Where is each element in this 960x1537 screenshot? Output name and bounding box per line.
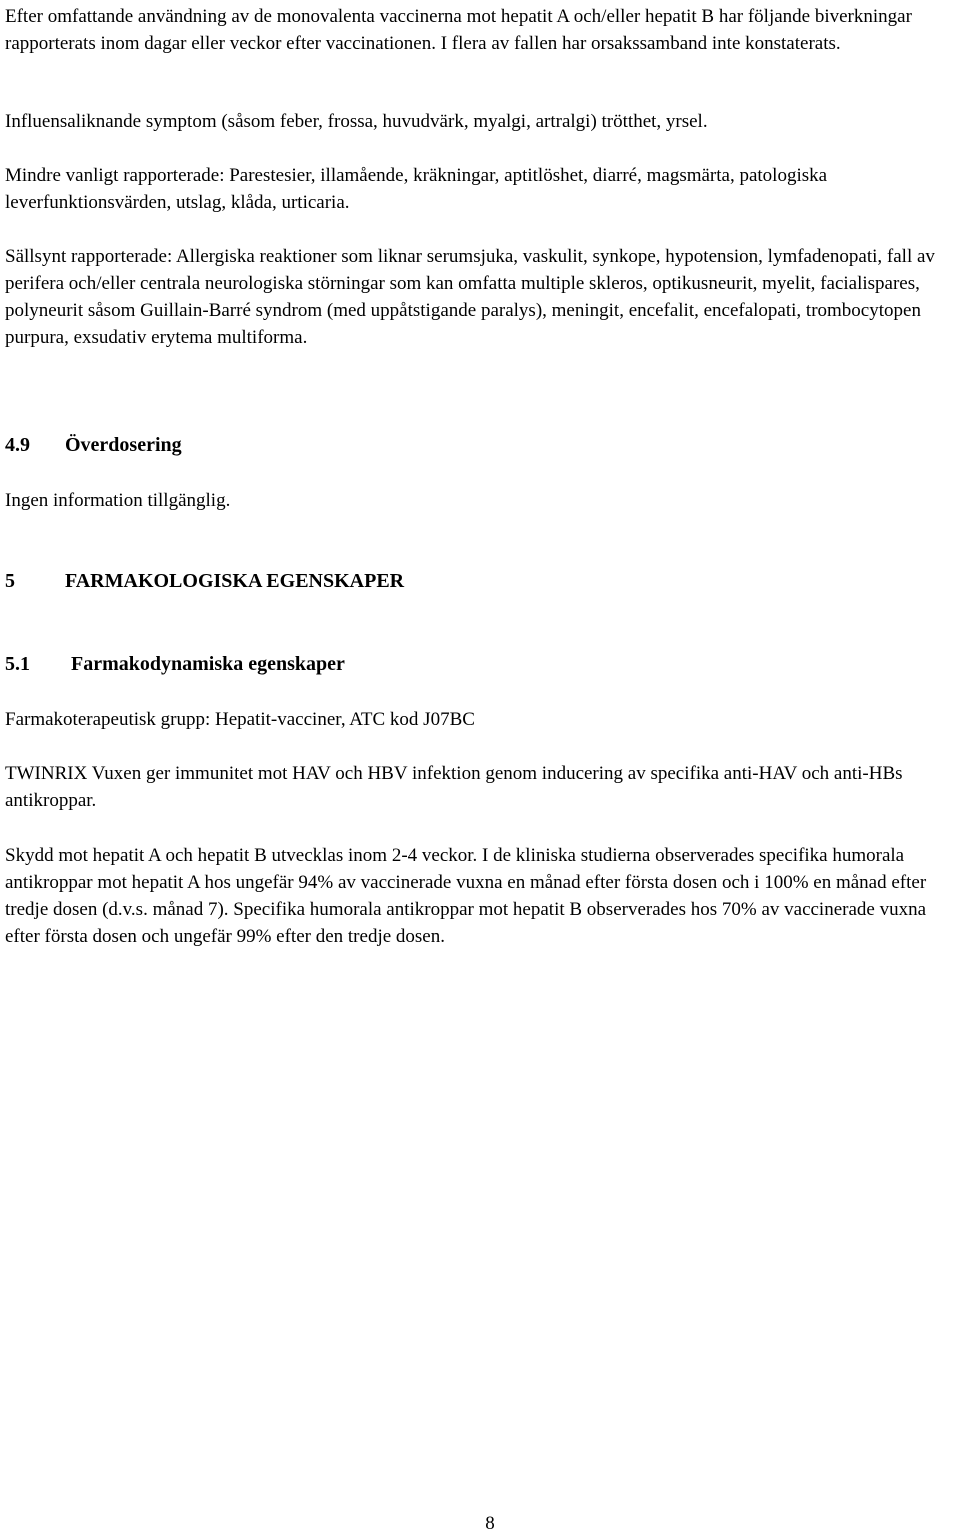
heading-number: 5.1 xyxy=(5,653,30,675)
heading-number: 4.9 xyxy=(5,434,30,456)
less-common-reactions: Mindre vanligt rapporterade: Parestesier, illamående, kräkningar, aptitlöshet, diarré, magsmärta, patologiska leverfunktionsvärden, utslag, klåda, urticaria. xyxy=(5,165,828,213)
heading-title: FARMAKOLOGISKA EGENSKAPER xyxy=(65,570,405,592)
protection-onset: Skydd mot hepatit A och hepatit B utvecklas inom 2-4 veckor. I de kliniska studierna observerades specifika humorala antikroppar mot hepatit A hos ungefär 94% av vaccinerade vuxna en månad efter första dosen och i 100% en månad efter tredje dosen (d.v.s. månad 7). Specifika humorala antikroppar mot hepatit B observerades hos 70% av vaccinerade vuxna efter första dosen och ungefär 99% efter den tredje dosen. xyxy=(5,845,927,947)
heading-pharmacological-properties xyxy=(5,568,404,595)
heading-overdose xyxy=(5,432,182,459)
heading-title: Farmakodynamiska egenskaper xyxy=(71,653,345,675)
adverse-reactions-intro: Efter omfattande användning av de monovalenta vaccinerna mot hepatit A och/eller hepatit B har följande biverkningar rapporterats inom dagar eller veckor efter vaccinationen. I flera av fallen har orsakssamband inte konstaterats. xyxy=(5,6,912,54)
rare-reactions: Sällsynt rapporterade: Allergiska reaktioner som liknar serumsjuka, vaskulit, synkope, hypotension, lymfadenopati, fall av perifera och/eller centrala neurologiska störningar som kan omfatta multiple skleros, optikusneurit, myelit, facialispares, polyneurit såsom Guillain-Barré syndrom (med uppåtstigande paralys), meningit, encefalit, encefalopati, trombocytopen purpura, exsudativ erytema multiforma. xyxy=(5,246,935,348)
heading-pharmacodynamic-properties xyxy=(5,651,345,678)
heading-number: 5 xyxy=(5,570,15,592)
influenza-like-symptoms: Influensaliknande symptom (såsom feber, frossa, huvudvärk, myalgi, artralgi) trötthet, yrsel. xyxy=(5,111,708,132)
overdose-text: Ingen information tillgänglig. xyxy=(5,490,231,511)
pharmacotherapeutic-group: Farmakoterapeutisk grupp: Hepatit-vacciner, ATC kod J07BC xyxy=(5,709,475,730)
page-number: 8 xyxy=(485,1513,495,1534)
twinrix-immunity: TWINRIX Vuxen ger immunitet mot HAV och HBV infektion genom inducering av specifika anti-HAV och anti-HBs antikroppar. xyxy=(5,763,903,811)
heading-title: Överdosering xyxy=(65,434,182,456)
